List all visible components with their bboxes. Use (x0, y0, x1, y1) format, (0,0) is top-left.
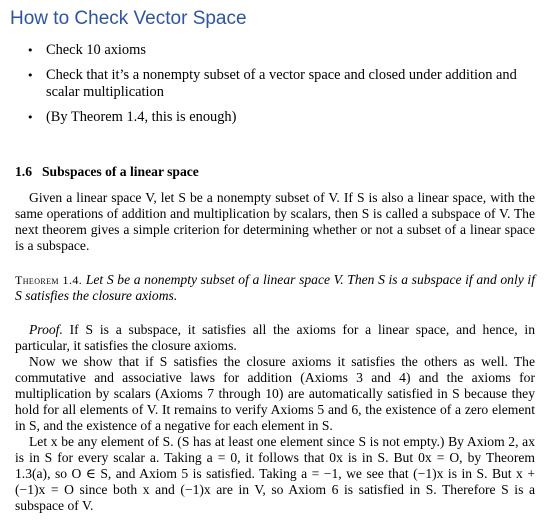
section-heading (15, 164, 535, 180)
bullet-list (0, 42, 548, 134)
proof-paragraph-3: Let x be any element of S. (S has at least one element since S is not empty.) By Axiom 2, ax is in S for every scalar a. Taking a = 0, it follows that 0x is in S. But 0x = O, by Theorem 1.3(a), so O ∈ S, and Axiom 5 is satisfied. Taking a = −1, we see that (−1)x is in S. But x + (−1)x = O since both x and (−1)x are in V, so Axiom 6 is satisfied in S. Therefore S is a subspace of V. (15, 434, 535, 513)
theorem-label: Theorem 1.4. (15, 273, 83, 287)
bullet-icon: • (27, 69, 34, 82)
bullet-item (0, 67, 548, 101)
bullet-text: (By Theorem 1.4, this is enough) (46, 109, 237, 125)
bullet-icon: • (27, 44, 34, 57)
paper-excerpt (15, 164, 535, 514)
proof-label: Proof. (29, 322, 63, 337)
bullet-icon: • (27, 111, 34, 124)
theorem-text: Let S be a nonempty subset of a linear space V. Then S is a subspace if and only if S satisfies the closure axioms. (15, 272, 535, 303)
bullet-item (0, 109, 548, 126)
proof-text-1: If S is a subspace, it satisfies all the axioms for a linear space, and hence, in particular, it satisfies the closure axioms. (15, 322, 535, 353)
proof-paragraph-2: Now we show that if S satisfies the closure axioms it satisfies the others as well. The commutative and associative laws for addition (Axioms 3 and 4) and the axioms for multiplication by scalars (Axioms 7 through 10) are automatically satisfied in S because they hold for all elements of V. It remains to verify Axioms 5 and 6, the existence of a zero element in S, and the existence of a negative for each element in S. (15, 354, 535, 433)
proof-paragraph-1 (15, 322, 535, 354)
section-title: Subspaces of a linear space (42, 164, 199, 179)
theorem-statement (15, 272, 535, 304)
section-number: 1.6 (15, 164, 32, 179)
slide-title: How to Check Vector Space (10, 8, 247, 29)
bullet-text: Check that it’s a nonempty subset of a vector space and closed under addition and scalar multiplication (46, 67, 517, 100)
bullet-text: Check 10 axioms (46, 42, 146, 58)
intro-paragraph: Given a linear space V, let S be a nonempty subset of V. If S is also a linear space, with the same operations of addition and multiplication by scalars, then S is called a subspace of V. The next theorem gives a simple criterion for determining whether or not a subset of a linear space is a subspace. (15, 190, 535, 253)
bullet-item (0, 42, 548, 59)
